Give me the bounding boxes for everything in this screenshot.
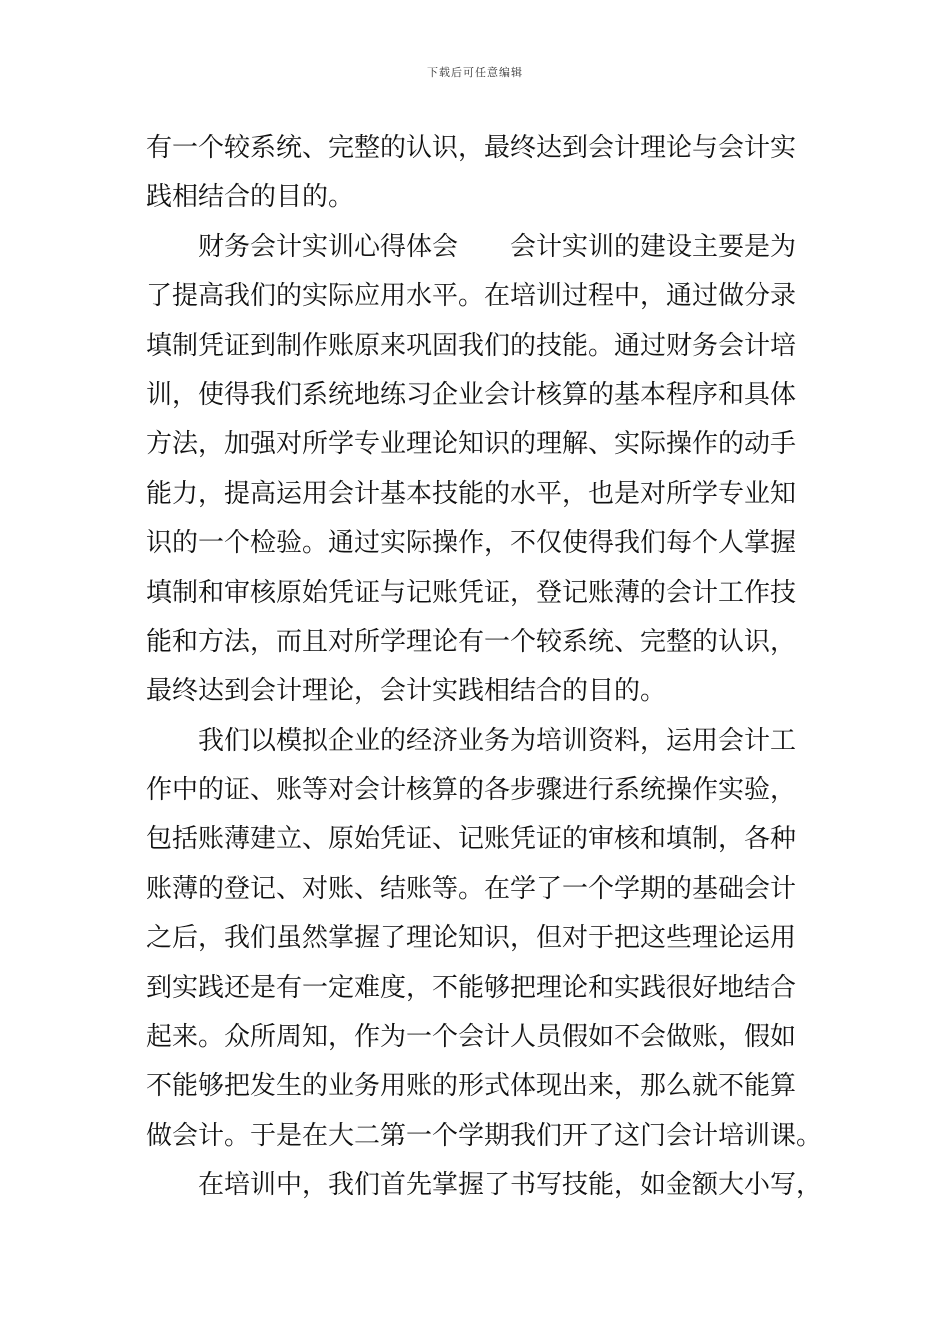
paragraph-start: 在培训中，我们首先掌握了书写技能，如金额大小写，: [198, 1170, 823, 1201]
text-line: 有一个较系统、完整的认识，最终达到会计理论与会计实: [146, 133, 797, 163]
text-line: [146, 223, 806, 272]
page-header-note: 下载后可任意编辑: [427, 66, 523, 79]
text-line-fragment: 会计实训的建设主要是为: [510, 231, 797, 262]
text-line: [146, 1161, 823, 1210]
text-line: 做会计。于是在大二第一个学期我们开了这门会计培训课。: [146, 1120, 823, 1151]
text-line: 账薄的登记、对账、结账等。在学了一个学期的基础会计: [146, 873, 797, 904]
text-line: 到实践还是有一定难度，不能够把理论和实践很好地结合: [146, 972, 797, 1003]
paragraph-start: 我们以模拟企业的经济业务为培训资料，运用会计工: [198, 725, 797, 756]
text-line: [146, 717, 806, 766]
text-line: 作中的证、账等对会计核算的各步骤进行系统操作实验，: [146, 775, 797, 806]
text-line: 不能够把发生的业务用账的形式体现出来，那么就不能算: [146, 1071, 797, 1102]
text-line: 之后，我们虽然掌握了理论知识，但对于把这些理论运用: [146, 923, 797, 954]
text-line: 了提高我们的实际应用水平。在培训过程中，通过做分录: [146, 281, 797, 312]
text-line: 填制凭证到制作账原来巩固我们的技能。通过财务会计培: [146, 330, 797, 361]
text-line: 填制和审核原始凭证与记账凭证，登记账薄的会计工作技: [146, 577, 797, 608]
text-line: 包括账薄建立、原始凭证、记账凭证的审核和填制，各种: [146, 824, 797, 855]
document-body: [146, 124, 823, 1211]
text-line: 最终达到会计理论，会计实践相结合的目的。: [146, 676, 667, 707]
text-line: 能力，提高运用会计基本技能的水平，也是对所学专业知: [146, 478, 797, 509]
text-line: 识的一个检验。通过实际操作，不仅使得我们每个人掌握: [146, 528, 797, 559]
section-title: 财务会计实训心得体会: [198, 231, 459, 262]
text-line: 方法，加强对所学专业理论知识的理解、实际操作的动手: [146, 429, 797, 460]
text-line: 践相结合的目的。: [146, 182, 355, 213]
text-line: 训，使得我们系统地练习企业会计核算的基本程序和具体: [146, 379, 797, 410]
text-line: 起来。众所周知，作为一个会计人员假如不会做账，假如: [146, 1022, 797, 1053]
text-line: 能和方法，而且对所学理论有一个较系统、完整的认识，: [146, 626, 797, 657]
